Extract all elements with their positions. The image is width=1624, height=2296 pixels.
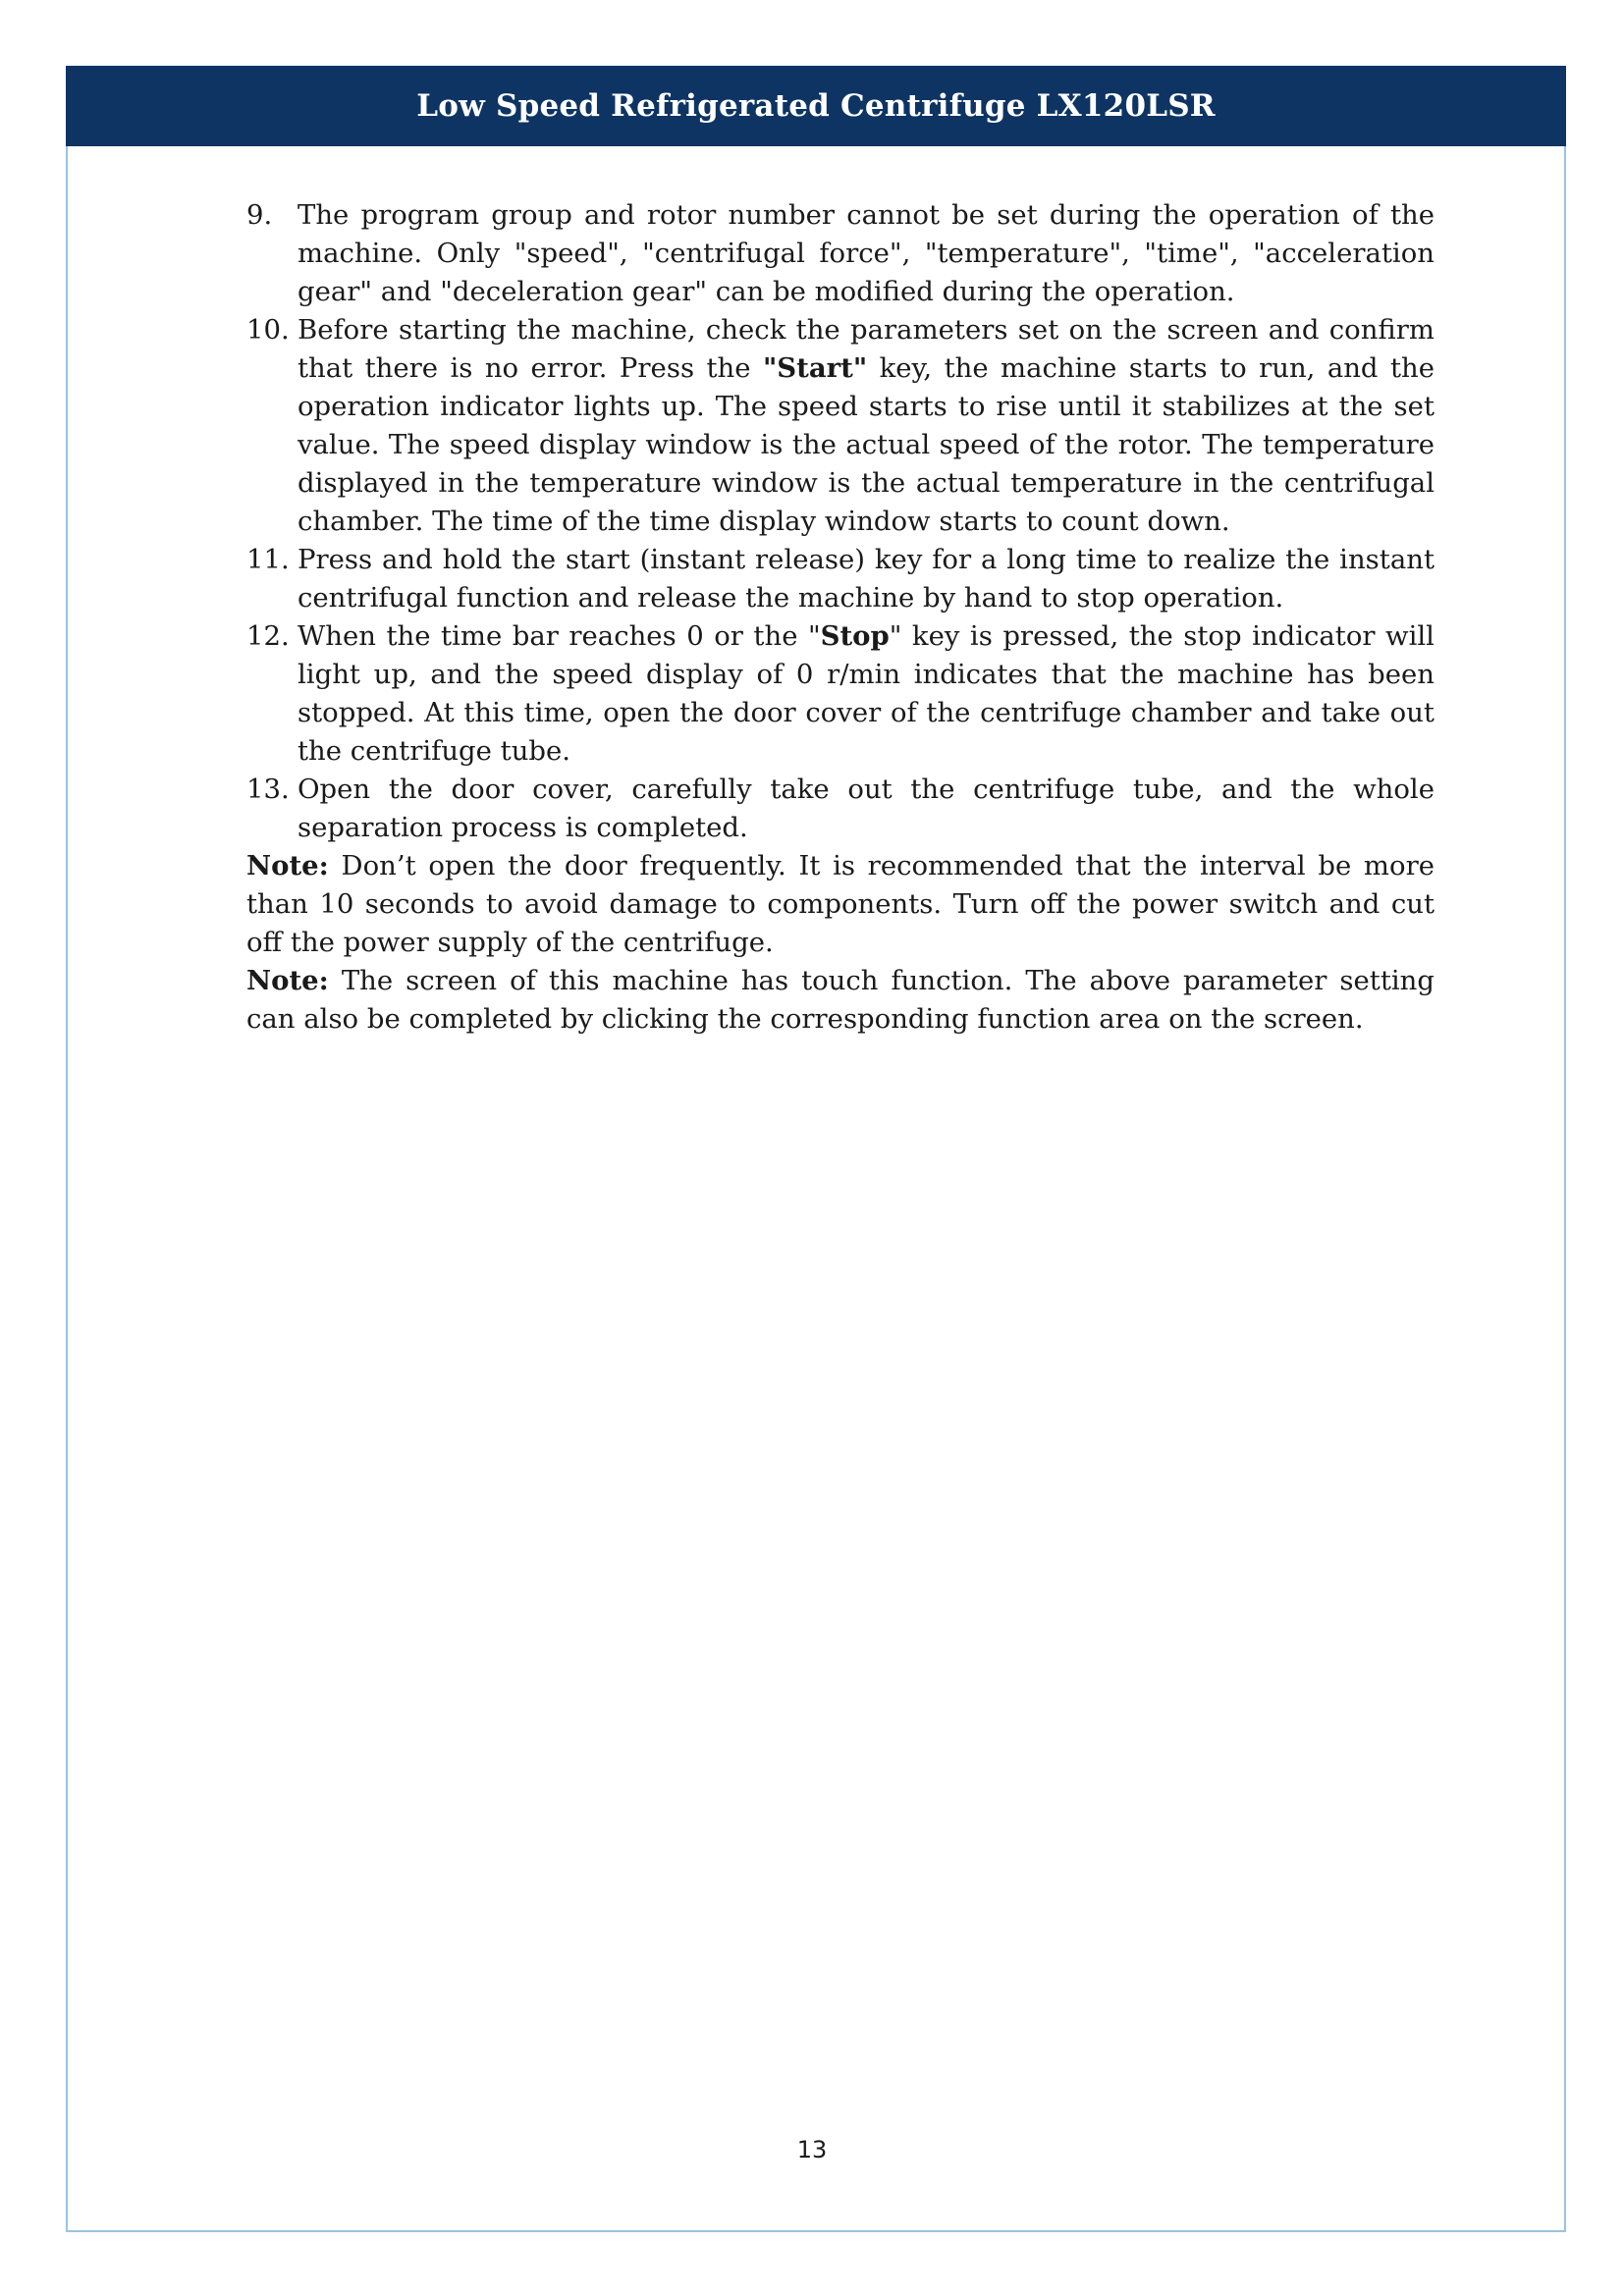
note-text: Don’t open the door frequently. It is recommended that the interval be more than 10 seconds to avoid damage to components. Turn off the power switch and cut off the power supply of the centrifuge.: [246, 850, 1435, 958]
list-item-number: 10.: [246, 314, 290, 346]
document-body: [246, 196, 1435, 1039]
list-item: [246, 771, 1435, 847]
note-label: Note:: [246, 965, 329, 996]
list-item-text-part: Before starting the machine, check the parameters set on the screen and confirm that there is no error. Press the: [298, 314, 1435, 384]
list-item-number: 11.: [246, 544, 290, 575]
note-label: Note:: [246, 850, 329, 881]
page-number: 13: [796, 2136, 828, 2163]
list-item-text-part: key, the machine starts to run, and the operation indicator lights up. The speed starts to rise until it stabilizes at the set value. The speed display window is the actual speed of the rotor. The temperature displayed in the temperature window is the actual temperature in the centrifugal chamber. The time of the time display window starts to count down.: [298, 352, 1435, 537]
list-item-text-part: " key is pressed, the stop indicator will light up, and the speed display of 0 r/min indicates that the machine has been stopped. At this time, open the door cover of the centrifuge chamber and take out the centrifuge tube.: [298, 620, 1435, 767]
list-item-number: 13.: [246, 774, 290, 805]
list-item: [246, 617, 1435, 771]
list-item-text-part: When the time bar reaches 0 or the ": [298, 620, 821, 652]
start-key-label: "Start": [762, 352, 868, 384]
list-item: [246, 196, 1435, 311]
list-item-text: [298, 311, 1435, 541]
stop-key-label: Stop: [820, 620, 890, 652]
list-item: [246, 541, 1435, 617]
list-item-text: Press and hold the start (instant release) key for a long time to realize the instant centrifugal function and release the machine by hand to stop operation.: [298, 544, 1435, 614]
list-item-number: 12.: [246, 620, 290, 652]
list-item-text: Open the door cover, carefully take out the centrifuge tube, and the whole separation process is completed.: [298, 774, 1435, 843]
list-item-text: The program group and rotor number cannot be set during the operation of the machine. Only "speed", "centrifugal force", "temperature", "time", "acceleration gear" and "deceleration gear" can be modified during the operation.: [298, 199, 1435, 307]
note-paragraph: [246, 962, 1435, 1039]
list-item-number: 9.: [246, 199, 273, 231]
list-item-text: [298, 617, 1435, 771]
note-text: The screen of this machine has touch function. The above parameter setting can also be completed by clicking the corresponding function area on the screen.: [246, 965, 1435, 1035]
header-bar: [66, 66, 1566, 146]
list-item: [246, 311, 1435, 541]
note-paragraph: [246, 847, 1435, 962]
page-title: Low Speed Refrigerated Centrifuge LX120LSR: [416, 88, 1216, 124]
